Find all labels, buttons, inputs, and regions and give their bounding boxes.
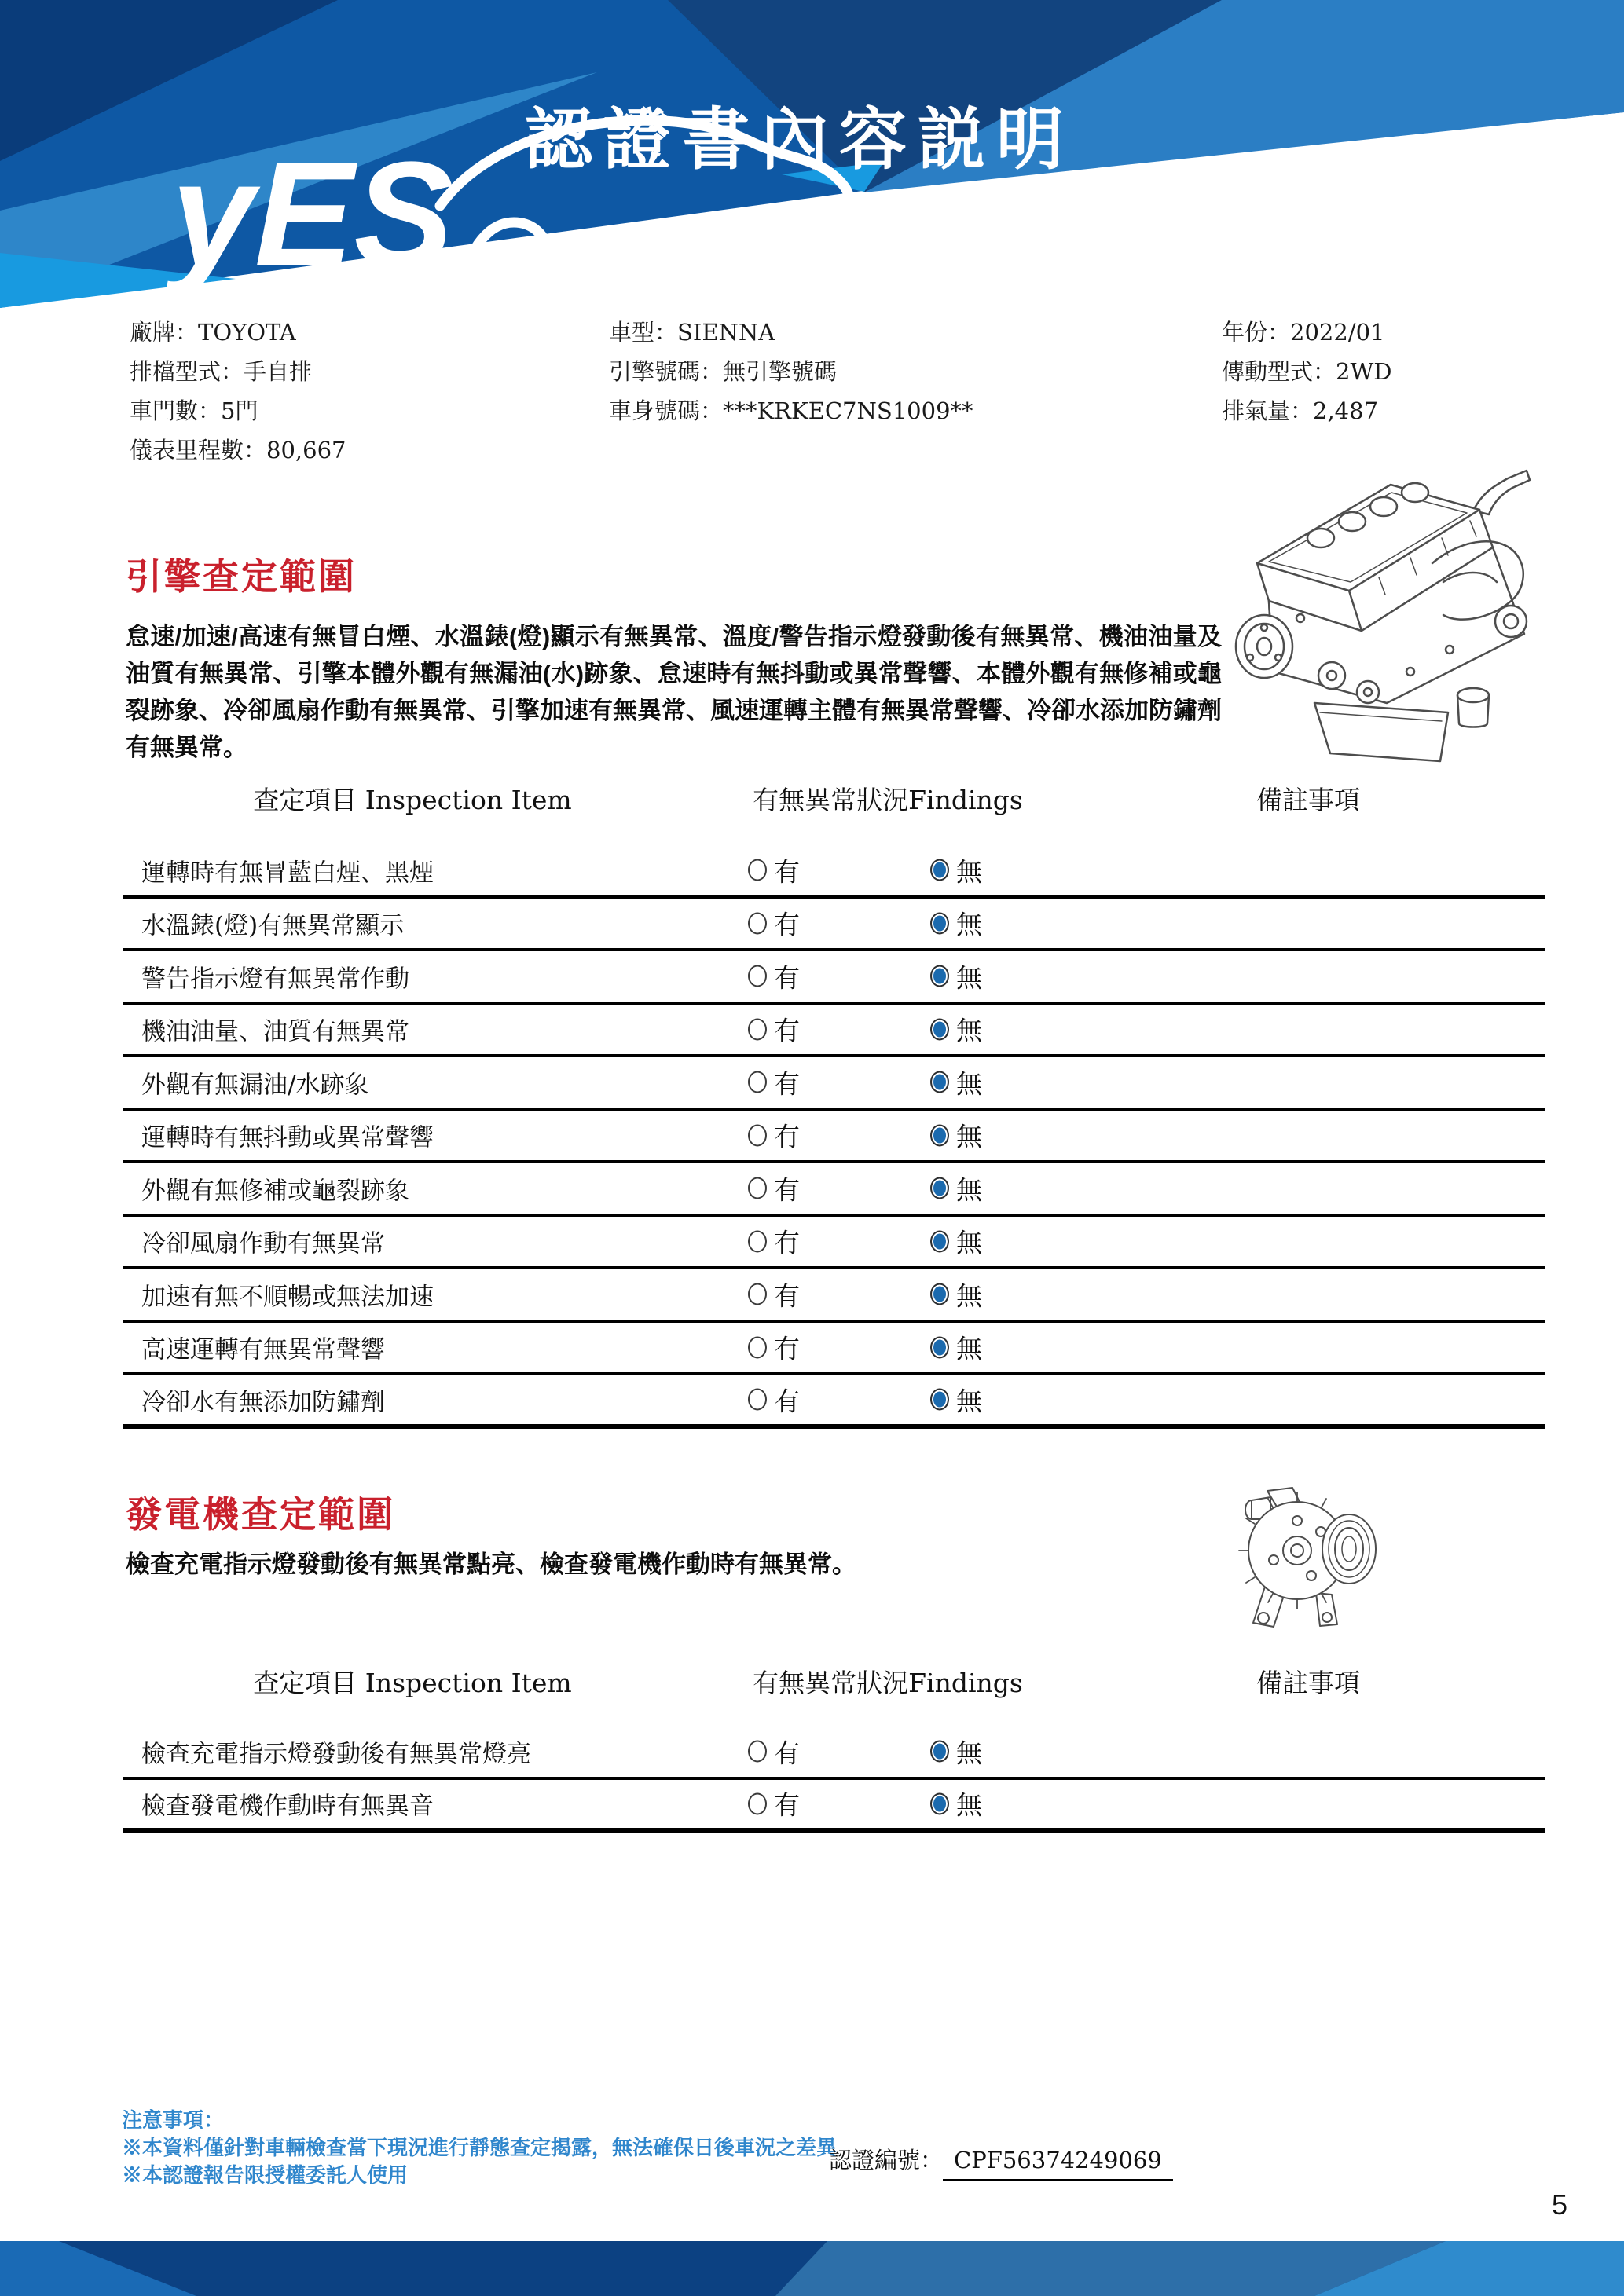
table-row (123, 1163, 1545, 1217)
radio-label: 無 (956, 1174, 982, 1206)
radio-selected-icon[interactable] (930, 1230, 949, 1252)
inspection-item-label: 檢查發電機作動時有無異音 (141, 1792, 434, 1821)
table-row (123, 951, 1545, 1005)
radio-unselected-icon[interactable] (748, 1230, 767, 1252)
radio-option-you[interactable] (748, 1733, 800, 1770)
radio-selected-icon[interactable] (930, 1124, 949, 1146)
radio-unselected-icon[interactable] (748, 1018, 767, 1040)
radio-label: 無 (956, 1333, 982, 1364)
radio-selected-icon[interactable] (930, 1336, 949, 1358)
radio-label: 無 (956, 962, 982, 994)
radio-label: 有 (774, 856, 800, 888)
engine-illustration (1214, 436, 1544, 774)
radio-label: 有 (774, 909, 800, 940)
table-row (123, 1111, 1545, 1164)
vehicle-info-col1 (130, 313, 346, 470)
radio-label: 無 (956, 1227, 982, 1258)
radio-selected-icon[interactable] (930, 1741, 949, 1763)
vehicle-transmission-type: 排檔型式：手自排 (130, 358, 313, 385)
radio-selected-icon[interactable] (930, 965, 949, 987)
radio-option-you[interactable] (748, 1011, 800, 1048)
certificate-number-value: CPF56374249069 (943, 2147, 1173, 2181)
radio-option-wu[interactable] (930, 1381, 982, 1418)
radio-selected-icon[interactable] (930, 1389, 949, 1411)
radio-label: 有 (774, 1738, 800, 1769)
inspection-item-label: 冷卻風扇作動有無異常 (141, 1229, 385, 1258)
engine-section-title: 引擎查定範圍 (126, 556, 357, 597)
radio-label: 有 (774, 1068, 800, 1100)
radio-label: 無 (956, 856, 982, 888)
radio-option-wu[interactable] (930, 1117, 982, 1154)
radio-unselected-icon[interactable] (748, 859, 767, 881)
radio-label: 有 (774, 962, 800, 994)
inspection-item-label: 警告指示燈有無異常作動 (141, 965, 409, 994)
note-line-2: ※本認證報告限授權委託人使用 (122, 2163, 409, 2187)
radio-option-you[interactable] (748, 1064, 800, 1100)
certificate-number-label: 認證編號： (829, 2147, 944, 2173)
radio-option-wu[interactable] (930, 1329, 982, 1366)
vehicle-info-col3 (1222, 313, 1392, 430)
vehicle-displacement: 排氣量：2,487 (1222, 397, 1379, 424)
radio-label: 有 (774, 1333, 800, 1364)
table-row (123, 1217, 1545, 1270)
radio-selected-icon[interactable] (930, 1018, 949, 1040)
radio-selected-icon[interactable] (930, 912, 949, 934)
column-header-findings: 有無異常狀況Findings (753, 785, 1023, 815)
radio-unselected-icon[interactable] (748, 1071, 767, 1093)
inspection-item-label: 外觀有無修補或龜裂跡象 (141, 1177, 409, 1206)
generator-inspection-table (123, 1727, 1545, 1833)
radio-label: 無 (956, 1738, 982, 1769)
radio-label: 無 (956, 1121, 982, 1152)
radio-option-wu[interactable] (930, 1011, 982, 1048)
vehicle-drive-type: 傳動型式：2WD (1222, 358, 1392, 385)
column-header-inspection-item: 查定項目 Inspection Item (253, 1668, 572, 1698)
radio-option-wu[interactable] (930, 1223, 982, 1260)
table-row (123, 1727, 1545, 1780)
radio-label: 有 (774, 1280, 800, 1312)
vehicle-brand: 廠牌：TOYOTA (130, 319, 296, 346)
radio-label: 有 (774, 1015, 800, 1046)
radio-label: 有 (774, 1789, 800, 1821)
radio-unselected-icon[interactable] (748, 912, 767, 934)
radio-unselected-icon[interactable] (748, 1792, 767, 1814)
radio-selected-icon[interactable] (930, 1071, 949, 1093)
engine-inspection-table (123, 845, 1545, 1429)
notes-title: 注意事項： (122, 2108, 225, 2132)
generator-table-header (0, 1663, 1624, 1696)
radio-selected-icon[interactable] (930, 1177, 949, 1199)
table-row (123, 1057, 1545, 1111)
page-number: 5 (1552, 2188, 1568, 2221)
notes-block (122, 2107, 837, 2189)
radio-label: 無 (956, 1280, 982, 1312)
column-header-findings: 有無異常狀況Findings (753, 1668, 1023, 1698)
radio-option-you[interactable] (748, 1329, 800, 1366)
radio-label: 有 (774, 1174, 800, 1206)
generator-section-description: 檢查充電指示燈發動後有無異常點亮、檢查發電機作動時有無異常。 (126, 1551, 856, 1578)
table-row (123, 1780, 1545, 1833)
table-row (123, 1005, 1545, 1058)
radio-option-wu[interactable] (930, 958, 982, 994)
radio-label: 無 (956, 909, 982, 940)
generator-section-title: 發電機查定範圍 (126, 1494, 395, 1535)
radio-option-wu[interactable] (930, 851, 982, 888)
inspection-item-label: 機油油量、油質有無異常 (141, 1017, 409, 1046)
radio-option-you[interactable] (748, 851, 800, 888)
radio-label: 無 (956, 1386, 982, 1417)
radio-option-wu[interactable] (930, 1276, 982, 1313)
table-row (123, 845, 1545, 899)
radio-unselected-icon[interactable] (748, 1741, 767, 1763)
engine-table-header (0, 780, 1624, 813)
page-title: 認證書內容説明 (525, 102, 1075, 178)
radio-option-you[interactable] (748, 1276, 800, 1313)
radio-label: 有 (774, 1227, 800, 1258)
vehicle-vin: 車身號碼：***KRKEC7NS1009** (609, 397, 973, 424)
table-row (123, 1323, 1545, 1376)
note-line-1: ※本資料僅針對車輛檢查當下現況進行靜態查定揭露，無法確保日後車況之差異 (122, 2136, 838, 2159)
radio-unselected-icon[interactable] (748, 1389, 767, 1411)
radio-option-wu[interactable] (930, 1785, 982, 1822)
vehicle-year: 年份：2022/01 (1222, 319, 1385, 346)
radio-option-you[interactable] (748, 1785, 800, 1822)
inspection-item-label: 運轉時有無冒藍白煙、黑煙 (141, 859, 434, 888)
footer-banner (0, 2241, 1624, 2296)
radio-unselected-icon[interactable] (748, 965, 767, 987)
certificate-number-row (829, 2143, 1173, 2175)
column-header-inspection-item: 查定項目 Inspection Item (253, 785, 572, 815)
table-row (123, 1269, 1545, 1323)
radio-label: 無 (956, 1789, 982, 1821)
radio-selected-icon[interactable] (930, 1283, 949, 1305)
inspection-item-label: 高速運轉有無異常聲響 (141, 1335, 385, 1364)
radio-label: 無 (956, 1068, 982, 1100)
radio-unselected-icon[interactable] (748, 1336, 767, 1358)
radio-option-wu[interactable] (930, 905, 982, 942)
vehicle-door-count: 車門數：5門 (130, 397, 258, 424)
vehicle-mileage: 儀表里程數：80,667 (130, 437, 346, 463)
inspection-item-label: 加速有無不順暢或無法加速 (141, 1283, 434, 1312)
inspection-item-label: 水溫錶(燈)有無異常顯示 (141, 911, 405, 940)
column-header-remarks: 備註事項 (1256, 785, 1360, 815)
radio-option-wu[interactable] (930, 1733, 982, 1770)
yes-logo-text: yES (171, 131, 454, 298)
inspection-item-label: 外觀有無漏油/水跡象 (141, 1071, 369, 1100)
inspection-item-label: 冷卻水有無添加防鏽劑 (141, 1388, 385, 1417)
radio-unselected-icon[interactable] (748, 1124, 767, 1146)
radio-option-wu[interactable] (930, 1064, 982, 1100)
radio-label: 無 (956, 1015, 982, 1046)
vehicle-info-col2 (609, 313, 973, 430)
radio-option-you[interactable] (748, 1170, 800, 1207)
radio-selected-icon[interactable] (930, 1792, 949, 1814)
engine-section-description: 怠速/加速/高速有無冒白煙、水溫錶(燈)顯示有無異常、溫度/警告指示燈發動後有無異常、機油油量及油質有無異常、引擎本體外觀有無漏油(水)跡象、怠速時有無抖動或異常聲響、本體外觀有無修補或龜裂跡象、冷卻風扇作動有無異常、引擎加速有無異常、風速運轉主體有無異常聲響、冷卻水添加防鏽劑有無異常。 (126, 623, 1222, 761)
inspection-item-label: 運轉時有無抖動或異常聲響 (141, 1123, 434, 1152)
table-row (123, 899, 1545, 952)
radio-option-you[interactable] (748, 958, 800, 994)
column-header-remarks: 備註事項 (1256, 1668, 1360, 1698)
inspection-item-label: 檢查充電指示燈發動後有無異常燈亮 (141, 1740, 531, 1769)
radio-label: 有 (774, 1121, 800, 1152)
radio-option-you[interactable] (748, 905, 800, 942)
radio-selected-icon[interactable] (930, 859, 949, 881)
alternator-illustration (1230, 1475, 1395, 1644)
radio-option-wu[interactable] (930, 1170, 982, 1207)
radio-option-you[interactable] (748, 1223, 800, 1260)
radio-option-you[interactable] (748, 1381, 800, 1418)
radio-unselected-icon[interactable] (748, 1283, 767, 1305)
radio-unselected-icon[interactable] (748, 1177, 767, 1199)
radio-label: 有 (774, 1386, 800, 1417)
vehicle-engine-number: 引擎號碼：無引擎號碼 (609, 358, 838, 385)
radio-option-you[interactable] (748, 1117, 800, 1154)
table-row (123, 1375, 1545, 1429)
vehicle-model: 車型：SIENNA (609, 319, 775, 346)
